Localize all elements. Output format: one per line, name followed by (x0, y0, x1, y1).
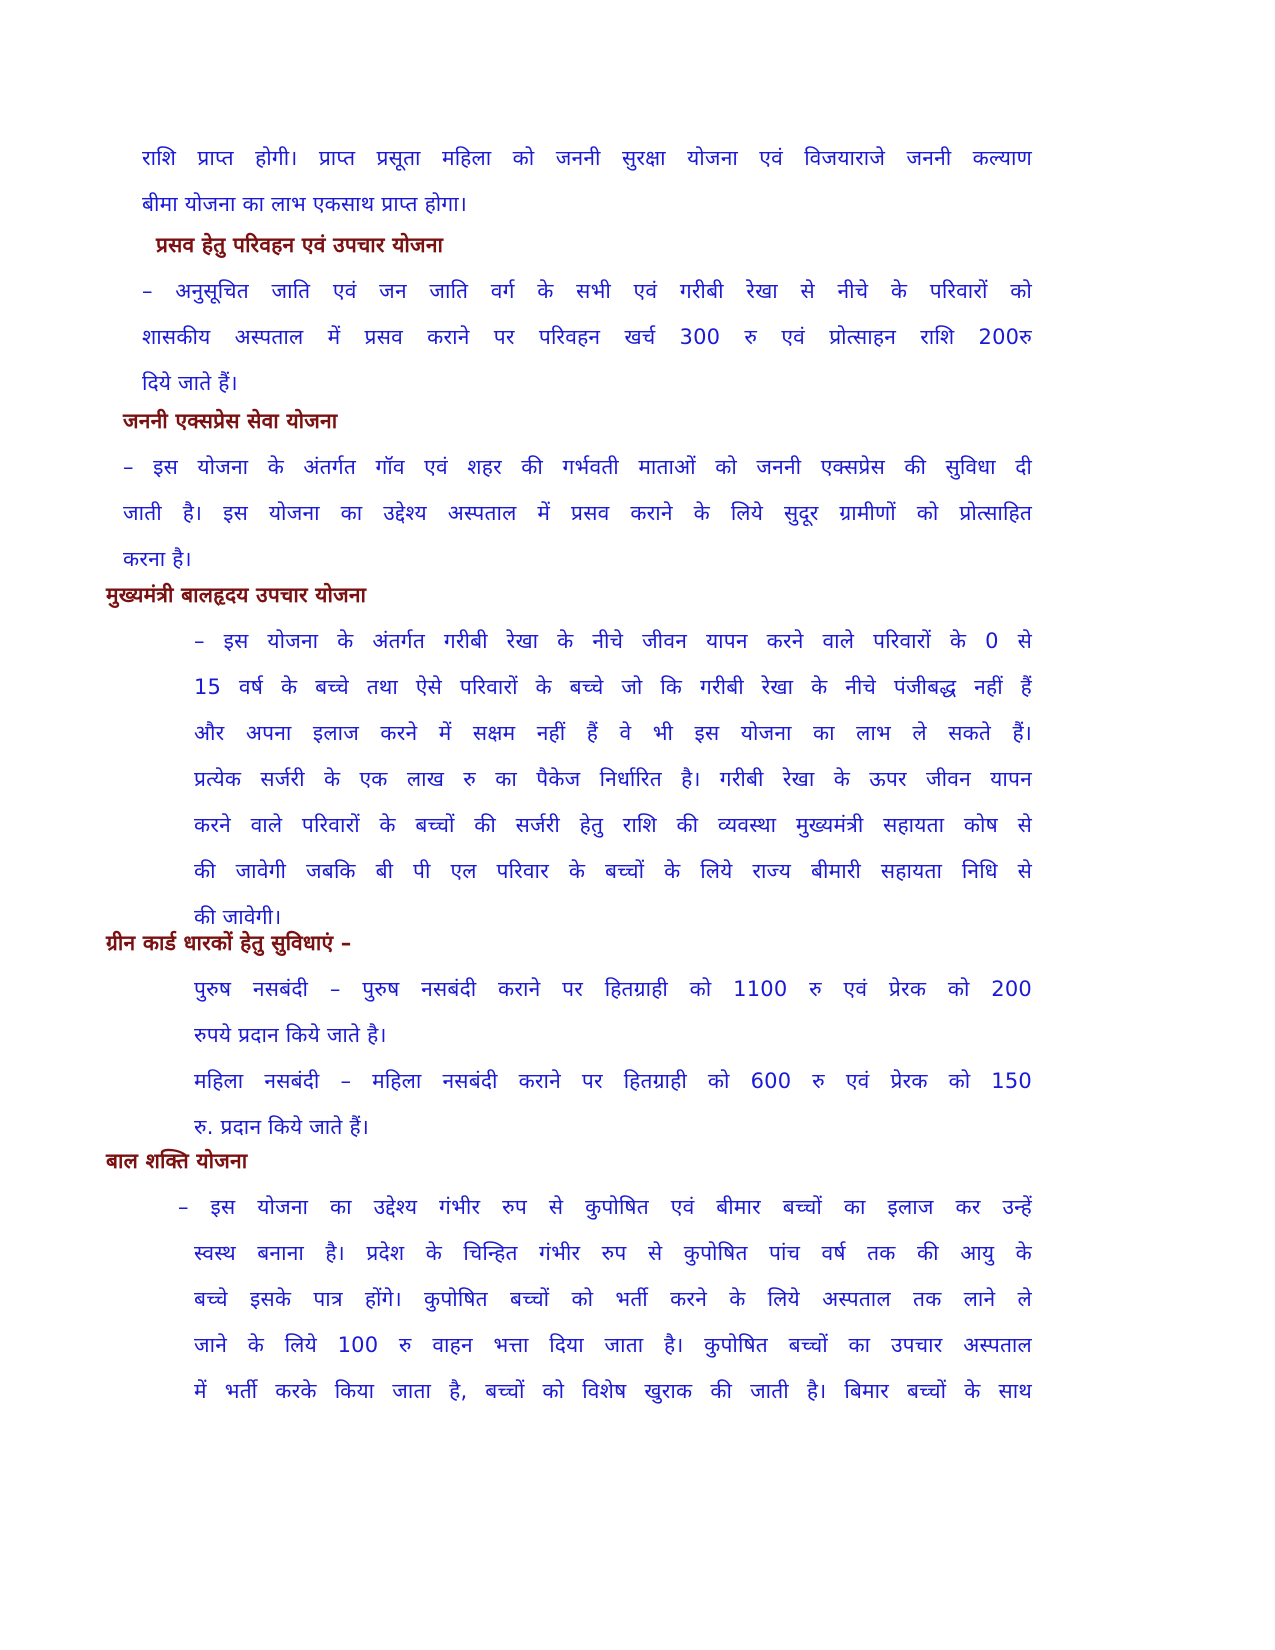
paragraph-line: स्वस्थ बनाना है। प्रदेश के चिन्हित गंभीर रुप से कुपोषित पांच वर्ष तक की आयु के (194, 1241, 1032, 1265)
paragraph-line: राशि प्राप्त होगी। प्राप्त प्रसूता महिला को जननी सुरक्षा योजना एवं विजयाराजे जननी कल्याण (142, 146, 1032, 170)
paragraph-line: प्रत्येक सर्जरी के एक लाख रु का पैकेज निर्धारित है। गरीबी रेखा के ऊपर जीवन यापन (194, 767, 1032, 791)
paragraph-line: महिला नसबंदी – महिला नसबंदी कराने पर हितग्राही को 600 रु एवं प्रेरक को 150 (194, 1069, 1032, 1093)
paragraph-line: की जावेगी जबकि बी पी एल परिवार के बच्चों के लिये राज्य बीमारी सहायता निधि से (194, 859, 1032, 883)
paragraph-line: – इस योजना के अंतर्गत गरीबी रेखा के नीचे जीवन यापन करने वाले परिवारों के 0 से (194, 629, 1032, 653)
section-janani-express (123, 398, 1032, 582)
paragraph-line: बीमा योजना का लाभ एकसाथ प्राप्त होगा। (142, 192, 468, 216)
section-body (106, 1184, 1032, 1230)
section-heading: जननी एक्सप्रेस सेवा योजना (123, 409, 338, 433)
paragraph-line: बच्चे इसके पात्र होंगे। कुपोषित बच्चों को भर्ती करने के लिये अस्पताल तक लाने ले (194, 1287, 1032, 1311)
paragraph-line: करना है। (123, 547, 192, 571)
paragraph-line: 15 वर्ष के बच्चे तथा ऐसे परिवारों के बच्चे जो कि गरीबी रेखा के नीचे पंजीबद्ध नहीं हैं (194, 675, 1032, 699)
section-transport-scheme (142, 222, 1032, 406)
section-balhriday-scheme (106, 572, 1032, 940)
paragraph-line: पुरुष नसबंदी – पुरुष नसबंदी कराने पर हितग्राही को 1100 रु एवं प्रेरक को 200 (194, 977, 1032, 1001)
section-body (106, 1230, 1032, 1414)
section-heading: प्रसव हेतु परिवहन एवं उपचार योजना (156, 233, 444, 257)
section-green-card (106, 920, 1032, 1150)
paragraph-line: रु. प्रदान किये जाते हैं। (194, 1115, 369, 1139)
paragraph-line: – इस योजना का उद्देश्य गंभीर रुप से कुपोषित एवं बीमार बच्चों का इलाज कर उन्हें (178, 1195, 1032, 1219)
paragraph-line: दिये जाते हैं। (142, 371, 238, 395)
paragraph-line: करने वाले परिवारों के बच्चों की सर्जरी हेतु राशि की व्यवस्था मुख्यमंत्री सहायता कोष से (194, 813, 1032, 837)
paragraph-line: जाने के लिये 100 रु वाहन भत्ता दिया जाता है। कुपोषित बच्चों का उपचार अस्पताल (194, 1333, 1032, 1357)
section-body (106, 618, 1032, 940)
paragraph-line: जाती है। इस योजना का उद्देश्य अस्पताल में प्रसव कराने के लिये सुदूर ग्रामीणों को प्रोत्साहित (123, 501, 1032, 525)
paragraph-line: शासकीय अस्पताल में प्रसव कराने पर परिवहन खर्च 300 रु एवं प्रोत्साहन राशि 200रु (142, 325, 1032, 349)
paragraph-line: में भर्ती करके किया जाता है, बच्चों को विशेष खुराक की जाती है। बिमार बच्चों के साथ (194, 1379, 1032, 1403)
section-body (106, 966, 1032, 1150)
section-heading: ग्रीन कार्ड धारकों हेतु सुविधाएं – (106, 931, 352, 955)
paragraph-line: – इस योजना के अंतर्गत गॉव एवं शहर की गर्भवती माताओं को जननी एक्सप्रेस की सुविधा दी (123, 455, 1032, 479)
paragraph-line: और अपना इलाज करने में सक्षम नहीं हैं वे भी इस योजना का लाभ ले सकते हैं। (194, 721, 1032, 745)
section-bal-shakti (106, 1138, 1032, 1414)
section-heading: बाल शक्ति योजना (106, 1149, 248, 1173)
section-continuation (142, 135, 1032, 227)
paragraph-line: की जावेगी। (194, 905, 282, 929)
section-heading: मुख्यमंत्री बालहृदय उपचार योजना (106, 583, 367, 607)
paragraph-line: रुपये प्रदान किये जाते है। (194, 1023, 387, 1047)
paragraph-line: – अनुसूचित जाति एवं जन जाति वर्ग के सभी एवं गरीबी रेखा से नीचे के परिवारों को (142, 279, 1032, 303)
